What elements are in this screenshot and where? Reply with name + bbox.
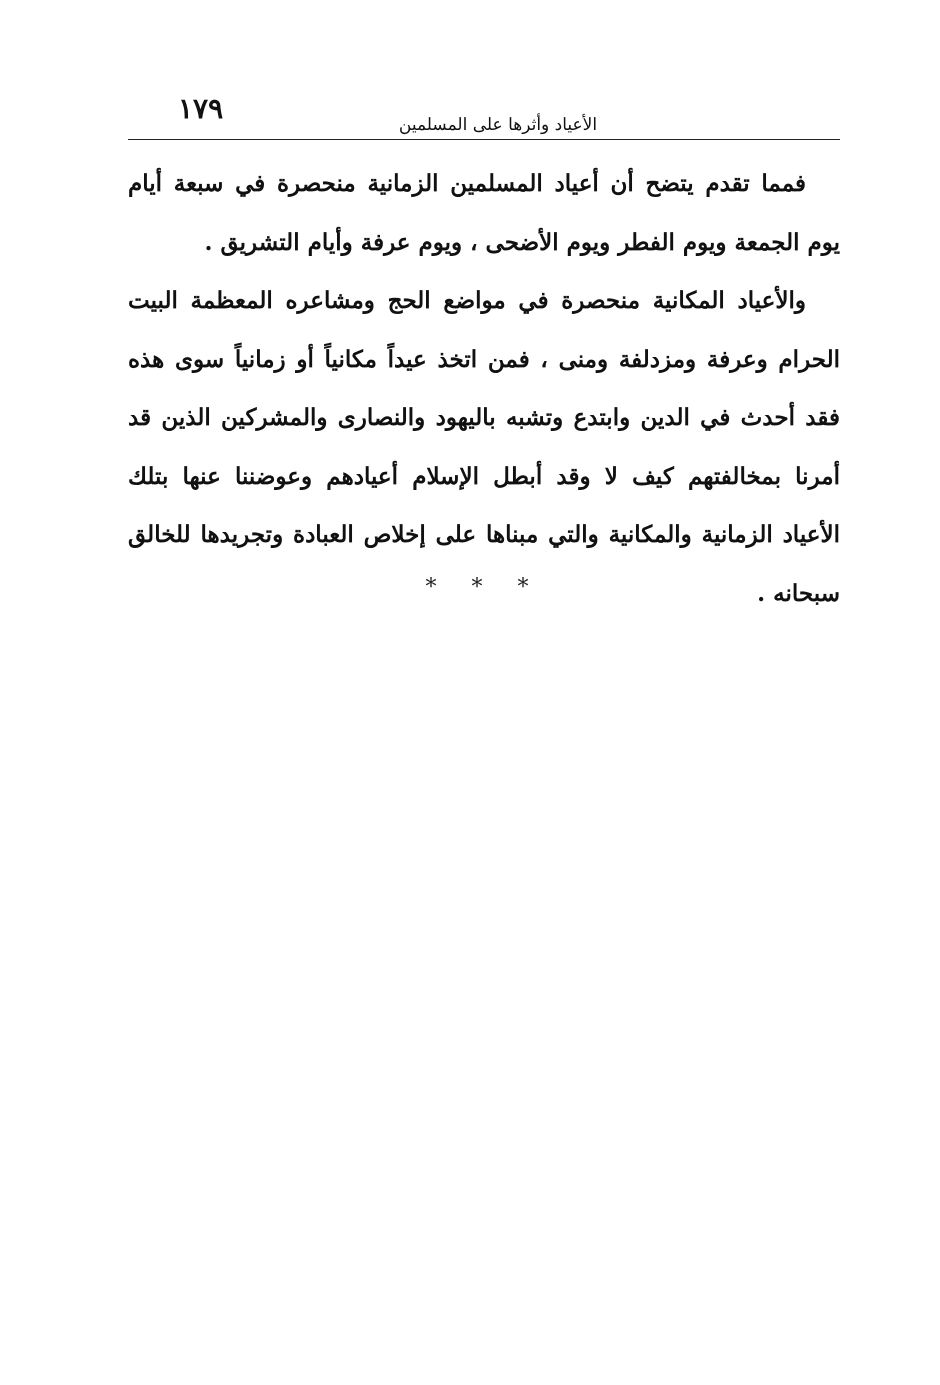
paragraph: فمما تقدم يتضح أن أعياد المسلمين الزمانية منحصرة في سبعة أيام يوم الجمعة ويوم الفطر ويوم الأضحى ، ويوم عرفة وأيام التشريق .	[128, 170, 840, 256]
header-divider	[128, 139, 840, 140]
page-number: ١٧٩	[178, 92, 224, 125]
running-title: الأعياد وأثرها على المسلمين	[398, 115, 598, 135]
section-separator: * * *	[425, 575, 543, 600]
body-text	[128, 155, 840, 623]
paragraph: والأعياد المكانية منحصرة في مواضع الحج ومشاعره المعظمة البيت الحرام وعرفة ومزدلفة ومنى ، فمن اتخذ عيداً مكانياً أو زمانياً سوى هذه فقد أحدث في الدين وابتدع وتشبه باليهود والنصارى والمشركين الذين قد أمرنا بمخالفتهم كيف لا وقد أبطل الإسلام أعيادهم وعوضننا عنها بتلك الأعياد الزمانية والمكانية والتي مبناها على إخلاص العبادة وتجريدها للخالق سبحانه .	[128, 287, 840, 607]
running-header	[128, 92, 840, 142]
